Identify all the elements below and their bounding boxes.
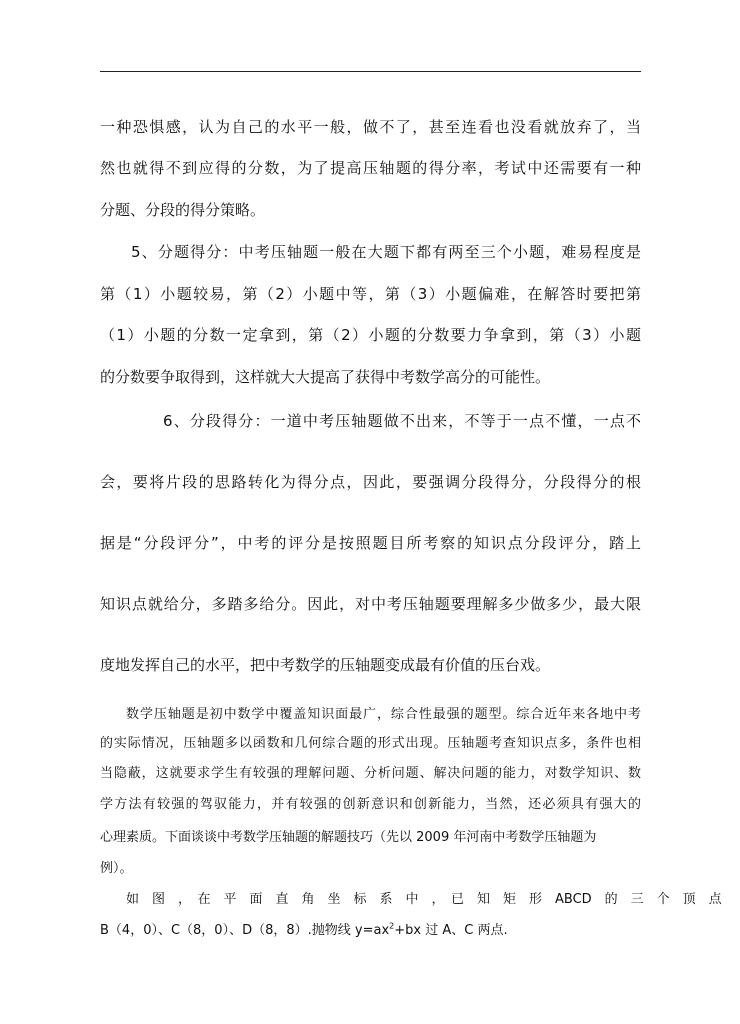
text-line-10: 据是“分段评分”，中考的评分是按照题目所考察的知识点分段评分，踏上 bbox=[100, 534, 641, 552]
text-line-6: （1）小题的分数一定拿到，第（2）小题的分数要力争拿到，第（3）小题 bbox=[100, 326, 641, 344]
small-line-6: 例）。 bbox=[100, 861, 133, 876]
formula-superscript: 2 bbox=[389, 921, 395, 931]
formula-before: B（4，0）、C（8，0）、D（8，8）.抛物线 y=ax bbox=[100, 923, 390, 938]
text-line-11: 知识点就给分，多踏多给分。因此，对中考压轴题要理解多少做多少，最大限 bbox=[100, 595, 641, 613]
small-line-3: 当隐蔽，这就要求学生有较强的理解问题、分析问题、解决问题的能力，对数学知识、数 bbox=[100, 766, 641, 781]
text-line-9: 会，要将片段的思路转化为得分点，因此，要强调分段得分，分段得分的根 bbox=[100, 473, 641, 491]
text-line-4: 5、分题得分：中考压轴题一般在大题下都有两至三个小题，难易程度是 bbox=[131, 243, 641, 261]
small-line-5: 心理素质。下面谈谈中考数学压轴题的解题技巧（先以 2009 年河南中考数学压轴题为 bbox=[100, 830, 597, 845]
text-line-8: 6、分段得分：一道中考压轴题做不出来，不等于一点不懂，一点不 bbox=[163, 412, 641, 430]
small-line-4: 学方法有较强的驾驭能力，并有较强的创新意识和创新能力，当然，还必须具有强大的 bbox=[100, 797, 641, 812]
small-line-2: 的实际情况，压轴题多以函数和几何综合题的形式出现。压轴题考查知识点多，条件也相 bbox=[100, 736, 641, 751]
small-line-7: 如 图 ， 在 平 面 直 角 坐 标 系 中 ， 已 知 矩 形 ABCD 的 三 个 顶 点 bbox=[126, 892, 722, 907]
small-line-1: 数学压轴题是初中数学中覆盖知识面最广，综合性最强的题型。综合近年来各地中考 bbox=[126, 707, 641, 722]
text-line-3: 分题、分段的得分策略。 bbox=[100, 201, 266, 219]
text-line-5: 第（1）小题较易，第（2）小题中等，第（3）小题偏难，在解答时要把第 bbox=[100, 285, 641, 303]
text-line-7: 的分数要争取得到，这样就大大提高了获得中考数学高分的可能性。 bbox=[100, 368, 551, 386]
formula-after: +bx 过 A、C 两点. bbox=[394, 923, 508, 938]
text-line-1: 一种恐惧感，认为自己的水平一般，做不了，甚至连看也没看就放弃了，当 bbox=[100, 118, 641, 136]
text-line-2: 然也就得不到应得的分数，为了提高压轴题的得分率，考试中还需要有一种 bbox=[100, 159, 641, 177]
text-line-12: 度地发挥自己的水平，把中考数学的压轴题变成最有价值的压台戏。 bbox=[100, 656, 551, 674]
header-rule bbox=[100, 71, 641, 72]
small-line-8 bbox=[100, 919, 641, 938]
